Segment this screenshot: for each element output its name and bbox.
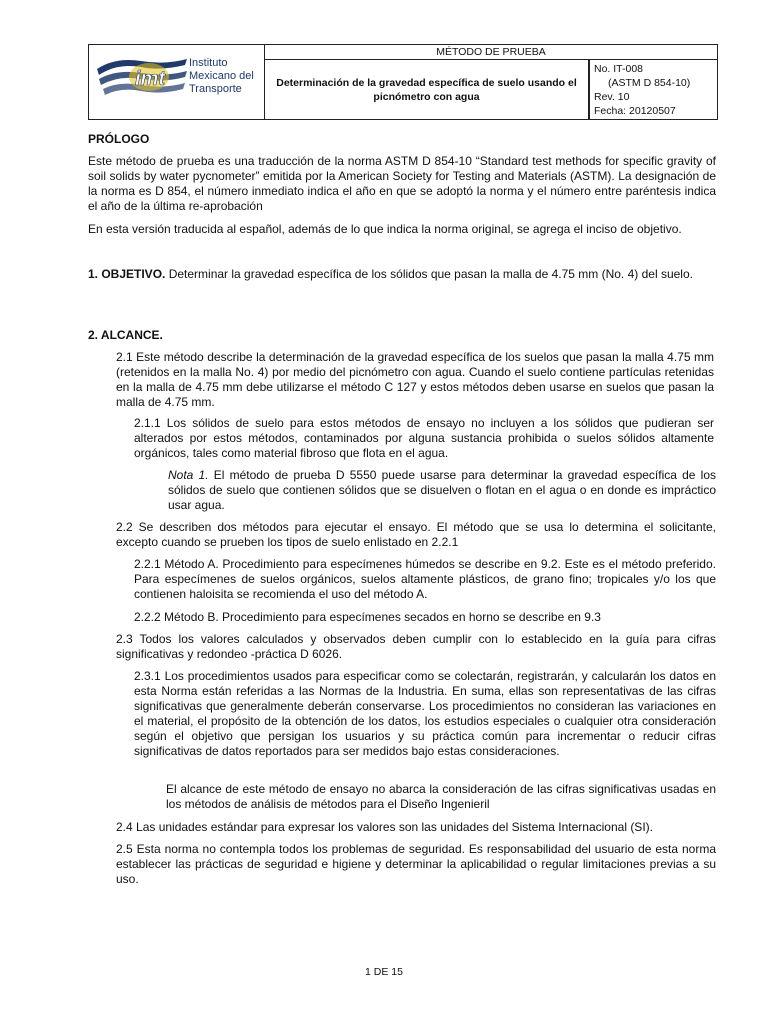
logo-line-2: Mexicano del [189, 70, 254, 82]
section-2-3-1-note: El alcance de este método de ensayo no abarca la consideración de las cifras significativas usadas en los métodos de análisis de métodos para el Diseño Ingenieril [166, 782, 716, 811]
objetivo-section [88, 267, 716, 282]
section-2-3: 2.3 Todos los valores calculados y observados deben cumplir con lo establecido en la guía para cifras significativas y redondeo -práctica D 6026. [116, 632, 716, 661]
doc-revision: Rev. 10 [594, 91, 630, 103]
prologo-title: PRÓLOGO [88, 132, 150, 146]
doc-astm: (ASTM D 854-10) [608, 77, 691, 89]
section-2-2-1: 2.2.1 Método A. Procedimiento para especímenes húmedos se describe en 9.2. Este es el método preferido. Para especímenes de suelos orgánicos, suelos altamente plásticos, de grano fino; tropicales y/o los que contienen haloisita se recomienda el uso del método A. [134, 557, 716, 601]
section-2-1-1: 2.1.1 Los sólidos de suelo para estos métodos de ensayo no incluyen a los sólidos que pudieran ser alterados por estos métodos, contaminados por alguna sustancia prohibida o suelos sólidos altamente orgánicos, tales como material fibroso que flota en el agua. [134, 416, 714, 460]
section-2-2-2: 2.2.2 Método B. Procedimiento para especímenes secados en horno se describe en 9.3 [134, 610, 601, 624]
section-2-4: 2.4 Las unidades estándar para expresar los valores son las unidades del Sistema Internacional (SI). [116, 820, 653, 834]
nota-1 [168, 468, 716, 513]
prologo-paragraph-1: Este método de prueba es una traducción de la norma ASTM D 854-10 “Standard test methods for specific gravity of soil solids by water pycnometer” emitida por la American Society for Testing and Materials (ASTM). La designación de la norma es D 854, el número inmediato indica el año en que se adoptó la norma y el número entre paréntesis indica el año de la última re-aprobación [88, 154, 716, 213]
doc-date: Fecha: 20120507 [594, 105, 676, 117]
document-meta [589, 60, 717, 119]
page-number: 1 DE 15 [365, 966, 403, 978]
header-table [88, 44, 718, 120]
nota-label: Nota 1. [168, 468, 209, 482]
logo-cell [89, 45, 265, 119]
nota-text: El método de prueba D 5550 puede usarse para determinar la gravedad específica de los sólidos de suelo que contienen sólidos que se disuelven o flotan en el agua o en donde es impráctico usar agua. [168, 468, 716, 512]
doc-number: No. IT-008 [594, 63, 644, 75]
alcance-heading: 2. ALCANCE. [88, 328, 163, 342]
logo-line-3: Transporte [189, 83, 242, 95]
prologo-paragraph-2: En esta versión traducida al español, además de lo que indica la norma original, se agrega el inciso de objetivo. [88, 222, 682, 236]
method-label: MÉTODO DE PRUEBA [265, 45, 717, 60]
objetivo-text: Determinar la gravedad específica de los sólidos que pasan la malla de 4.75 mm (No. 4) del suelo. [165, 267, 693, 281]
imt-logo-icon [95, 55, 189, 107]
logo-mark-text: imt [135, 68, 165, 90]
section-2-3-1: 2.3.1 Los procedimientos usados para especificar como se colectarán, registrarán, y calcularán los datos en esta Norma están referidas a las Normas de la Industria. En suma, ellas son representativas de las cifras significativas que generalmente deberán conservarse. Los procedimientos no consideran las variaciones en el material, el propósito de la obtención de los datos, los estudios especiales o cualquier otra consideración según el objetivo que persigan los usuarios y su práctica común para incrementar o reducir cifras significativas de datos reportados para ser medidos bajo estas consideraciones. [134, 669, 716, 758]
objetivo-heading: 1. OBJETIVO. [88, 267, 166, 281]
section-2-2: 2.2 Se describen dos métodos para ejecutar el ensayo. El método que se usa lo determina el solicitante, excepto cuando se prueben los tipos de suelo enlistado en 2.2.1 [116, 520, 716, 549]
logo-line-1: Instituto [189, 57, 228, 69]
section-2-5: 2.5 Esta norma no contempla todos los problemas de seguridad. Es responsabilidad del usuario de esta norma establecer las prácticas de seguridad e higiene y determinar la aplicabilidad o regular limitaciones previas a su uso. [116, 842, 716, 886]
section-2-1: 2.1 Este método describe la determinación de la gravedad específica de los suelos que pasan la malla 4.75 mm (retenidos en la malla No. 4) por medio del picnómetro con agua. Cuando el suelo contiene partículas retenidas en la malla de 4.75 mm debe utilizarse el método C 127 y estos métodos deben usarse en suelos que pasan la malla de 4.75 mm. [116, 350, 714, 409]
logo-text [189, 57, 254, 96]
description-text: Determinación de la gravedad específica de suelo usando el picnómetro con agua [276, 76, 577, 103]
document-description [265, 60, 589, 119]
